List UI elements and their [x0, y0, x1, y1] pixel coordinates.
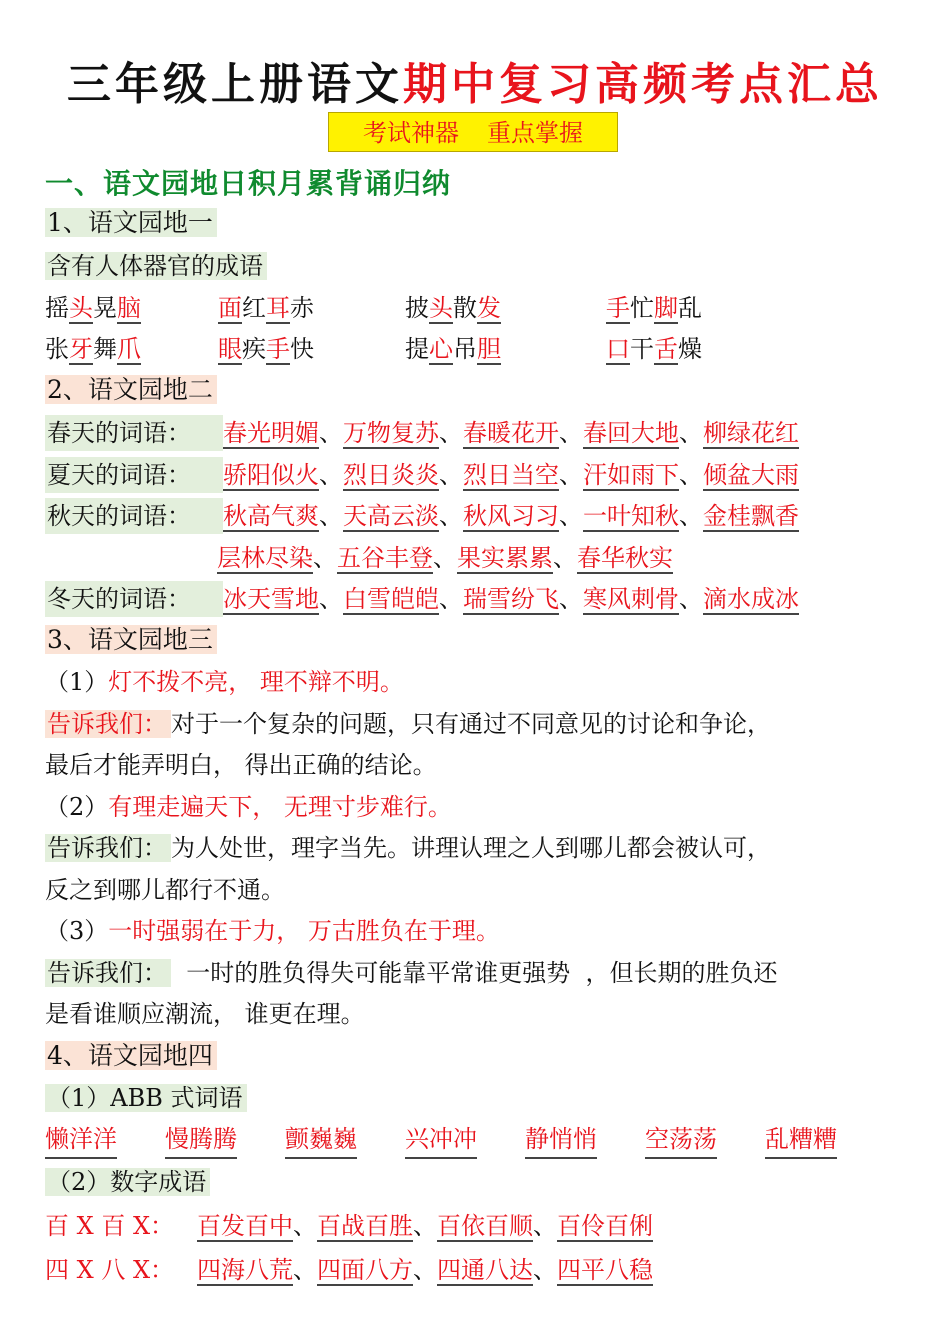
separator: 、	[413, 1256, 437, 1284]
organ-character: 心	[429, 335, 453, 363]
organ-character: 爪	[117, 335, 141, 363]
saying-1-text: 灯不拨不亮， 理不辩不明。	[108, 668, 404, 696]
vocab-term: 果实累累	[457, 544, 553, 572]
saying-1-label: 告诉我们：	[45, 710, 171, 738]
organ-character: 耳	[266, 294, 290, 322]
group-heading-3	[45, 622, 217, 658]
saying-1-explanation	[45, 706, 771, 742]
idiom-character: 赤	[290, 294, 314, 322]
vocab-term: 百伶百俐	[557, 1212, 653, 1240]
organ-character: 口	[606, 335, 630, 363]
abb-heading-text: （1）ABB 式词语	[45, 1084, 247, 1112]
organ-character: 脑	[117, 294, 141, 322]
idiom-character: 晃	[93, 294, 117, 322]
idiom	[405, 290, 501, 326]
vocab-term: 百发百中	[197, 1212, 293, 1240]
idiom-character: 散	[453, 294, 477, 322]
vocab-term: 滴水成冰	[703, 585, 799, 613]
group-heading-4	[45, 1038, 217, 1074]
season-label-summer: 夏天的词语：	[45, 457, 223, 493]
season-row-winter	[45, 581, 799, 617]
vocab-term: 天高云淡	[343, 502, 439, 530]
number-idiom-row-si	[45, 1252, 653, 1288]
saying-3-number: （3）	[45, 917, 109, 945]
separator: 、	[553, 544, 577, 572]
vocab-term: 冰天雪地	[223, 585, 319, 613]
idiom	[218, 331, 314, 367]
vocab-term: 白雪皑皑	[343, 585, 439, 613]
idiom-character: 燥	[678, 335, 702, 363]
saying-2-exp-line1: 为人处世，理字当先。讲理认理之人到哪儿都会被认可，	[171, 834, 771, 862]
separator: 、	[413, 1212, 437, 1240]
idiom-character: 提	[405, 335, 429, 363]
title-black-part: 三年级上册语文	[67, 59, 403, 110]
separator: 、	[319, 419, 343, 447]
section-heading: 一、语文园地日积月累背诵归纳	[45, 167, 452, 200]
idiom-character: 疾	[242, 335, 266, 363]
separator: 、	[559, 585, 583, 613]
group-heading-2	[45, 372, 217, 408]
group-heading-1	[45, 205, 217, 241]
vocab-term: 百依百顺	[437, 1212, 533, 1240]
saying-2-text: 有理走遍天下， 无理寸步难行。	[108, 793, 452, 821]
idiom-character: 快	[290, 335, 314, 363]
vocab-term: 瑞雪纷飞	[463, 585, 559, 613]
organ-character: 脚	[654, 294, 678, 322]
badge-right-text: 重点掌握	[487, 119, 583, 147]
saying-1	[45, 664, 404, 700]
vocab-term: 秋高气爽	[223, 502, 319, 530]
vocab-term: 春光明媚	[223, 419, 319, 447]
saying-3-exp-line1: 一时的胜负得失可能靠平常谁更强势 ，但长期的胜负还	[171, 959, 778, 987]
idiom	[218, 290, 314, 326]
abb-word: 颤巍巍	[285, 1121, 357, 1159]
saying-2-explanation-cont: 反之到哪儿都行不通。	[45, 876, 285, 904]
separator: 、	[319, 502, 343, 530]
vocab-term: 秋风习习	[463, 502, 559, 530]
number-idiom-heading	[45, 1164, 210, 1200]
idiom-character: 乱	[678, 294, 702, 322]
separator: 、	[293, 1256, 317, 1284]
separator: 、	[319, 461, 343, 489]
group1-subheading	[45, 248, 267, 284]
separator: 、	[439, 585, 463, 613]
organ-character: 头	[69, 294, 93, 322]
saying-2-label: 告诉我们：	[45, 834, 171, 862]
idiom-character: 干	[630, 335, 654, 363]
idiom-character: 张	[45, 335, 69, 363]
organ-character: 手	[606, 294, 630, 322]
idiom-character: 披	[405, 294, 429, 322]
organ-character: 舌	[654, 335, 678, 363]
abb-word: 空荡荡	[645, 1121, 717, 1159]
saying-3	[45, 913, 500, 949]
vocab-term: 层林尽染	[217, 544, 313, 572]
season-row-autumn	[45, 498, 799, 534]
vocab-term: 春暖花开	[463, 419, 559, 447]
vocab-term: 烈日炎炎	[343, 461, 439, 489]
vocab-term: 四面八方	[317, 1256, 413, 1284]
separator: 、	[679, 502, 703, 530]
organ-character: 头	[429, 294, 453, 322]
idiom	[45, 290, 141, 326]
saying-1-explanation-cont: 最后才能弄明白， 得出正确的结论。	[45, 751, 437, 779]
idiom-character: 红	[242, 294, 266, 322]
vocab-term: 烈日当空	[463, 461, 559, 489]
organ-character: 牙	[69, 335, 93, 363]
separator: 、	[679, 585, 703, 613]
saying-3-explanation	[45, 955, 778, 991]
idiom-character: 吊	[453, 335, 477, 363]
vocab-term: 五谷丰登	[337, 544, 433, 572]
idiom-character: 忙	[630, 294, 654, 322]
season-row-autumn-cont	[45, 540, 673, 576]
vocab-term: 四通八达	[437, 1256, 533, 1284]
saying-3-label: 告诉我们：	[45, 959, 171, 987]
group-heading-2-text: 2、语文园地二	[45, 375, 217, 404]
organ-character: 发	[477, 294, 501, 322]
abb-word: 静悄悄	[525, 1121, 597, 1159]
abb-word: 兴冲冲	[405, 1121, 477, 1159]
vocab-term: 百战百胜	[317, 1212, 413, 1240]
vocab-term: 汗如雨下	[583, 461, 679, 489]
vocab-term: 一叶知秋	[583, 502, 679, 530]
separator: 、	[559, 461, 583, 489]
separator: 、	[679, 461, 703, 489]
vocab-term: 寒风刺骨	[583, 585, 679, 613]
separator: 、	[533, 1256, 557, 1284]
separator: 、	[679, 419, 703, 447]
saying-2	[45, 789, 452, 825]
organ-character: 胆	[477, 335, 501, 363]
separator: 、	[433, 544, 457, 572]
vocab-term: 四平八稳	[557, 1256, 653, 1284]
organ-character: 手	[266, 335, 290, 363]
saying-2-number: （2）	[45, 793, 109, 821]
saying-3-explanation-cont: 是看谁顺应潮流， 谁更在理。	[45, 1000, 365, 1028]
saying-1-number: （1）	[45, 668, 109, 696]
separator: 、	[559, 502, 583, 530]
group-heading-3-text: 3、语文园地三	[45, 625, 217, 654]
vocab-term: 春回大地	[583, 419, 679, 447]
abb-word: 慢腾腾	[165, 1121, 237, 1159]
separator: 、	[439, 419, 463, 447]
saying-2-explanation	[45, 830, 771, 866]
badge-left-text: 考试神器	[363, 119, 459, 147]
number-idiom-row-bai	[45, 1208, 653, 1244]
saying-1-exp-line1: 对于一个复杂的问题，只有通过不同意见的讨论和争论，	[171, 710, 771, 738]
separator: 、	[439, 461, 463, 489]
highlight-badge	[328, 112, 618, 152]
season-label-autumn: 秋天的词语：	[45, 498, 223, 534]
season-row-summer	[45, 457, 799, 493]
vocab-term: 四海八荒	[197, 1256, 293, 1284]
vocab-term: 金桂飘香	[703, 502, 799, 530]
page-title	[0, 48, 950, 112]
vocab-term: 骄阳似火	[223, 461, 319, 489]
vocab-term: 倾盆大雨	[703, 461, 799, 489]
separator: 、	[559, 419, 583, 447]
vocab-term: 春华秋实	[577, 544, 673, 572]
idiom	[606, 331, 702, 367]
vocab-term: 柳绿花红	[703, 419, 799, 447]
number-idiom-label-bai: 百 X 百 X：	[45, 1212, 175, 1240]
group-heading-4-text: 4、语文园地四	[45, 1041, 217, 1070]
idiom	[45, 331, 141, 367]
idiom	[405, 331, 501, 367]
separator: 、	[293, 1212, 317, 1240]
number-idiom-label-si: 四 X 八 X：	[45, 1256, 175, 1284]
group-heading-1-text: 1、语文园地一	[45, 208, 217, 237]
separator: 、	[533, 1212, 557, 1240]
separator: 、	[319, 585, 343, 613]
organ-character: 眼	[218, 335, 242, 363]
season-label-winter: 冬天的词语：	[45, 581, 223, 617]
season-label-spring: 春天的词语：	[45, 415, 223, 451]
separator: 、	[313, 544, 337, 572]
abb-heading	[45, 1080, 247, 1116]
group1-subheading-text: 含有人体器官的成语	[45, 252, 267, 280]
vocab-term: 万物复苏	[343, 419, 439, 447]
separator: 、	[439, 502, 463, 530]
idiom-character: 摇	[45, 294, 69, 322]
abb-word: 乱糟糟	[765, 1121, 837, 1159]
number-idiom-heading-text: （2）数字成语	[45, 1168, 210, 1196]
idiom-character: 舞	[93, 335, 117, 363]
abb-word: 懒洋洋	[45, 1121, 117, 1159]
saying-3-text: 一时强弱在于力， 万古胜负在于理。	[108, 917, 500, 945]
organ-character: 面	[218, 294, 242, 322]
idiom	[606, 290, 702, 326]
season-row-spring	[45, 415, 799, 451]
title-red-part: 期中复习高频考点汇总	[403, 59, 883, 110]
